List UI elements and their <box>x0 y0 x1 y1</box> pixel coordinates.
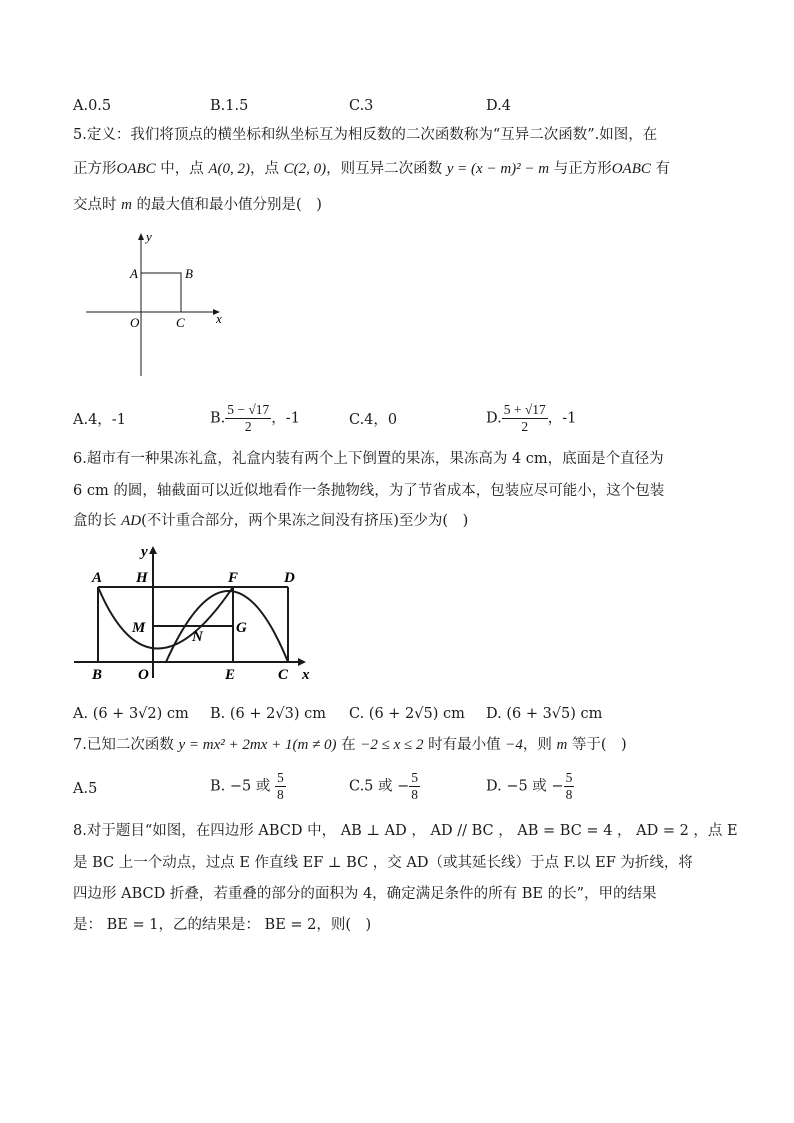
q7-text: 时有最小值 <box>423 737 506 753</box>
q5-text: 有 <box>650 161 670 177</box>
q7-option-b-den: 8 <box>276 787 284 802</box>
q6-label-d: D <box>284 570 295 586</box>
q7-function: y = mx² + 2mx + 1(m ≠ 0) <box>178 737 337 753</box>
q7-option-b-text: B. −5 或 <box>210 778 275 795</box>
q7-option-a: A.5 <box>73 781 98 797</box>
q6-option-d: D. (6 + 3√5) cm <box>486 706 603 722</box>
q6-label-n: N <box>192 629 203 645</box>
q5-label-y: y <box>146 229 152 244</box>
q5-y-arrow <box>138 233 144 240</box>
q8-line-1: 8.对于题目“如图，在四边形 ABCD 中， AB ⊥ AD ， AD // BC ， AB = BC = 4 ， AD = 2 ，点 E <box>73 823 738 839</box>
q5-option-b-letter: B. <box>210 410 226 427</box>
q8-line-2: 是 BC 上一个动点，过点 E 作直线 EF ⊥ BC ，交 AD（或其延长线）于点 F.以 EF 为折线，将 <box>73 855 693 871</box>
q7-option-d-num: 5 <box>565 770 573 785</box>
q5-point-c: C(2, 0) <box>283 161 327 177</box>
q6-text: (不计重合部分，两个果冻之间没有挤压)至少为( ) <box>141 513 469 529</box>
q4-option-c: C.3 <box>349 98 374 114</box>
q8-line-4: 是： BE = 1，乙的结果是： BE = 2，则( ) <box>73 917 372 933</box>
q5-variable-m: m <box>121 197 132 213</box>
q7-option-c-text: C.5 或 − <box>349 778 410 795</box>
q5-text: ，点 <box>250 161 284 177</box>
q5-text: 中，点 <box>155 161 209 177</box>
q5-figure <box>80 228 230 378</box>
q5-point-a: A(0, 2) <box>208 161 251 177</box>
q6-label-a: A <box>92 570 103 586</box>
q5-option-d-tail: ，-1 <box>547 410 577 427</box>
q4-options <box>73 94 723 118</box>
q7-option-d-fraction <box>564 770 575 803</box>
q5-option-c: C.4，0 <box>349 412 398 428</box>
q5-options <box>73 402 723 438</box>
q7-text: 等于( ) <box>567 737 627 753</box>
q7-option-b <box>210 770 286 803</box>
q6-line-3 <box>73 510 723 532</box>
q7-option-b-fraction <box>275 770 286 803</box>
q5-option-d-num: 5 + √17 <box>503 402 546 417</box>
q5-text: 正方形 <box>73 161 117 177</box>
q4-option-d: D.4 <box>486 98 511 114</box>
q6-y-arrow <box>149 546 157 554</box>
q7-options <box>73 770 723 808</box>
q4-option-b: B.1.5 <box>210 98 249 114</box>
q6-line-1: 6.超市有一种果冻礼盒，礼盒内装有两个上下倒置的果冻，果冻高为 4 cm，底面是个直径为 <box>73 451 664 467</box>
q6-label-m: M <box>132 620 146 636</box>
q6-label-b: B <box>92 667 103 683</box>
q5-text: 与正方形 <box>549 161 612 177</box>
q7-option-c-num: 5 <box>411 770 419 785</box>
q5-option-b-den: 2 <box>244 419 252 434</box>
q7-variable-m: m <box>556 737 568 753</box>
q6-line-2: 6 cm 的圆，轴截面可以近似地看作一条抛物线，为了节省成本，包装应尽可能小，这个包装 <box>73 483 665 499</box>
q6-label-c: C <box>278 667 289 683</box>
q5-label-x: x <box>216 311 222 326</box>
q6-x-arrow <box>298 658 306 666</box>
q6-option-c: C. (6 + 2√5) cm <box>349 706 465 722</box>
q6-label-y: y <box>141 544 148 560</box>
q7-text: ，则 <box>522 737 557 753</box>
q7-option-c <box>349 770 420 803</box>
q5-line-2 <box>73 158 723 180</box>
q7-text: 在 <box>336 737 361 753</box>
q5-option-a: A.4，-1 <box>73 412 126 428</box>
q5-label-o: O <box>130 315 140 330</box>
q7-option-d-text: D. −5 或 − <box>486 778 564 795</box>
q5-line-1: 5.定义：我们将顶点的横坐标和纵坐标互为相反数的二次函数称为“互异二次函数”.如图，在 <box>73 127 658 143</box>
q5-line-3 <box>73 194 723 216</box>
q5-option-d <box>486 402 576 435</box>
q4-option-a: A.0.5 <box>73 98 112 114</box>
q5-option-b-num: 5 − √17 <box>227 402 270 417</box>
q7-option-b-num: 5 <box>276 770 284 785</box>
q6-label-g: G <box>236 620 247 636</box>
q5-option-d-letter: D. <box>486 410 502 427</box>
q5-square-name: OABC <box>116 161 156 177</box>
q5-square <box>141 273 181 312</box>
q7-option-d <box>486 770 574 803</box>
q6-options <box>73 702 723 726</box>
q5-option-b-fraction <box>225 402 271 435</box>
q5-square-name: OABC <box>611 161 651 177</box>
q5-text: 的最大值和最小值分别是( ) <box>131 197 322 213</box>
q7-option-d-den: 8 <box>565 787 573 802</box>
q6-label-x: x <box>302 667 310 683</box>
q6-label-h: H <box>136 570 148 586</box>
q7-line-1 <box>73 734 723 756</box>
q5-option-b-tail: ，-1 <box>271 410 300 427</box>
q6-option-a: A. (6 + 3√2) cm <box>73 706 189 722</box>
q5-label-a: A <box>130 266 138 281</box>
q7-option-c-fraction <box>409 770 420 803</box>
q5-text: ，则互异二次函数 <box>326 161 447 177</box>
q5-label-b: B <box>185 266 193 281</box>
q6-figure <box>70 540 320 685</box>
q6-segment-ad: AD <box>121 513 142 529</box>
q5-option-d-fraction <box>502 402 548 435</box>
q6-label-o: O <box>138 667 149 683</box>
q6-label-f: F <box>228 570 239 586</box>
q6-text: 盒的长 <box>73 513 122 529</box>
q7-range: −2 ≤ x ≤ 2 <box>360 737 424 753</box>
q6-label-e: E <box>225 667 236 683</box>
q5-function: y = (x − m)² − m <box>446 161 550 177</box>
q5-option-d-den: 2 <box>521 419 529 434</box>
q5-label-c: C <box>176 315 185 330</box>
q7-minimum: −4 <box>505 737 523 753</box>
q7-text: 7.已知二次函数 <box>73 737 179 753</box>
q5-text: 交点时 <box>73 197 122 213</box>
q6-option-b: B. (6 + 2√3) cm <box>210 706 326 722</box>
q8-line-3: 四边形 ABCD 折叠，若重叠的部分的面积为 4，确定满足条件的所有 BE 的长”，甲的结果 <box>73 886 657 902</box>
q5-option-b <box>210 402 300 435</box>
q7-option-c-den: 8 <box>411 787 419 802</box>
